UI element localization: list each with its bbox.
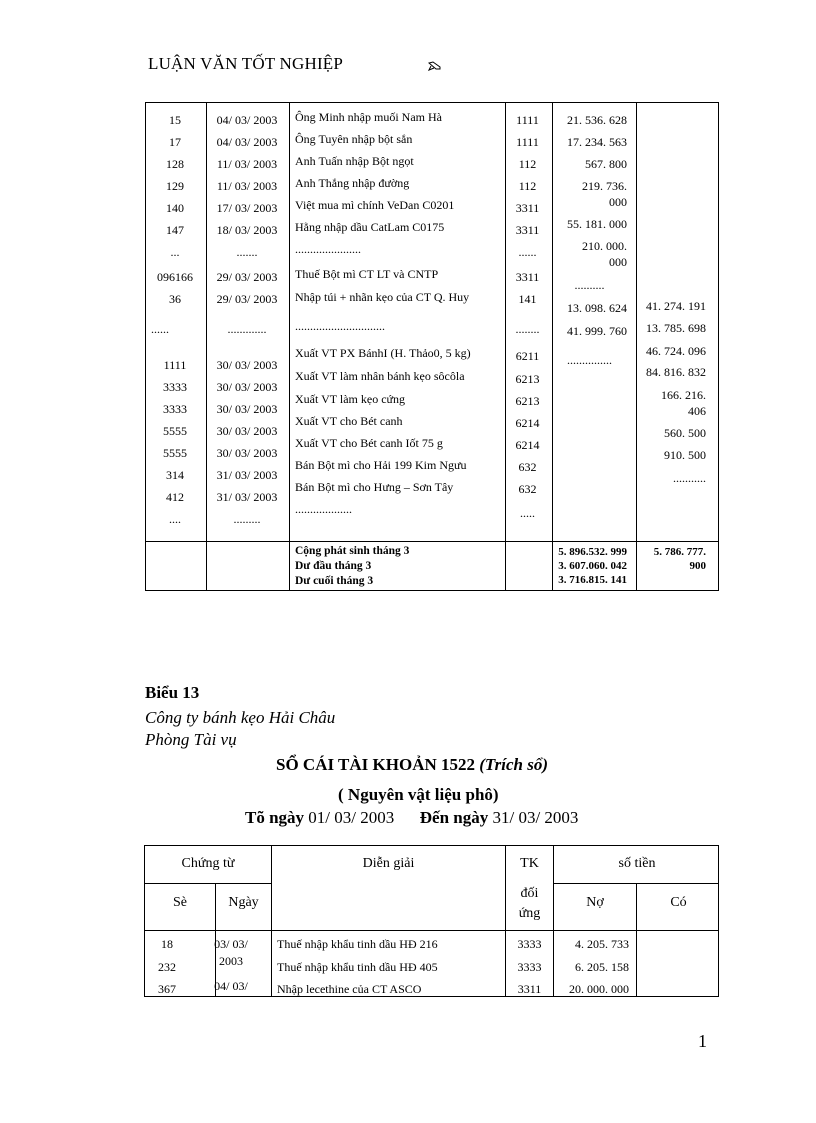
row-description: ...................... xyxy=(295,242,361,256)
row-description: .............................. xyxy=(295,319,385,333)
row-credit: 41. 274. 191 xyxy=(646,299,706,313)
row-debit: .......... xyxy=(574,278,605,292)
row-account: 141 xyxy=(518,292,537,306)
row-debit: 6. 205. 158 xyxy=(575,960,629,974)
header-number: Sè xyxy=(173,895,187,910)
row-date: 29/ 03/ 2003 xyxy=(216,292,278,306)
row-num: 367 xyxy=(158,982,176,996)
row-description: ................... xyxy=(295,502,352,516)
row-date: 04/ 03/ 2003 xyxy=(216,135,278,149)
summary-debit: 5. 896.532. 999 xyxy=(558,546,627,558)
row-credit: 406 xyxy=(688,404,706,418)
row-account: ........ xyxy=(515,322,540,336)
row-date: 11/ 03/ 2003 xyxy=(216,179,278,193)
row-num: 18 xyxy=(161,937,173,951)
to-label: Đến ngày xyxy=(419,808,489,827)
summary-credit: 5. 786. 777. xyxy=(653,546,706,558)
header-date: Ngày xyxy=(228,895,259,910)
summary-label: Dư đầu tháng 3 xyxy=(295,560,372,572)
row-description: Bán Bột mì cho Hưng – Sơn Tây xyxy=(295,480,454,494)
summary-debit: 3. 607.060. 042 xyxy=(558,560,627,572)
row-credit: 13. 785. 698 xyxy=(646,321,706,335)
row-credit: 166. 216. xyxy=(661,388,706,402)
row-account: ..... xyxy=(520,506,535,520)
row-date: 04/ 03/ 2003 xyxy=(216,113,278,127)
row-num: 36 xyxy=(169,292,181,306)
row-account: 3333 xyxy=(517,960,542,974)
row-num: 128 xyxy=(166,157,184,171)
row-num: 5555 xyxy=(163,424,187,438)
row-num: 129 xyxy=(166,179,184,193)
row-date: 04/ 03/ xyxy=(214,979,248,993)
row-debit: 13. 098. 624 xyxy=(567,301,627,315)
row-date: 17/ 03/ 2003 xyxy=(216,201,278,215)
row-date: 29/ 03/ 2003 xyxy=(216,270,278,284)
row-num: 1111 xyxy=(163,358,187,372)
header-account: TK xyxy=(520,856,539,871)
summary-label: Cộng phát sinh tháng 3 xyxy=(295,545,410,557)
row-account: 632 xyxy=(518,482,537,496)
row-account: 6214 xyxy=(515,438,540,452)
row-date: 31/ 03/ 2003 xyxy=(216,490,278,504)
row-account: 3333 xyxy=(517,937,542,951)
row-debit: 20. 000. 000 xyxy=(569,982,629,996)
summary-credit: 900 xyxy=(689,560,706,572)
row-date: 30/ 03/ 2003 xyxy=(216,380,278,394)
row-account: 3311 xyxy=(515,201,540,215)
row-description: Hằng nhập dầu CatLam C0175 xyxy=(295,220,445,234)
row-date: ......... xyxy=(233,512,261,526)
header-voucher: Chứng từ xyxy=(181,856,235,871)
row-debit: 21. 536. 628 xyxy=(567,113,627,127)
row-credit: ........... xyxy=(673,471,706,485)
row-num: 232 xyxy=(158,960,176,974)
row-account: 6214 xyxy=(515,416,540,430)
ledger-bottom-table xyxy=(144,845,719,997)
header-account-3: ứng xyxy=(518,906,541,921)
header-description: Diễn giải xyxy=(362,856,415,871)
row-debit: 210. 000. xyxy=(582,239,627,253)
page-number: 1 xyxy=(698,1031,707,1051)
header-account-2: đối xyxy=(520,886,539,901)
row-account: 3311 xyxy=(517,982,542,996)
row-num: 17 xyxy=(169,135,181,149)
row-date: 31/ 03/ 2003 xyxy=(216,468,278,482)
summary-debit: 3. 716.815. 141 xyxy=(558,574,627,586)
row-description: Xuất VT làm nhân bánh kẹo sôcôla xyxy=(295,369,465,383)
row-description: Xuất VT cho Bét canh xyxy=(295,414,403,428)
row-num: 5555 xyxy=(163,446,187,460)
row-date: 30/ 03/ 2003 xyxy=(216,402,278,416)
row-num: 3333 xyxy=(163,402,187,416)
row-date: 30/ 03/ 2003 xyxy=(216,424,278,438)
summary-label: Dư cuối tháng 3 xyxy=(295,575,374,587)
row-credit: 84. 816. 832 xyxy=(646,365,706,379)
row-account: 112 xyxy=(518,157,537,171)
row-description: Việt mua mì chính VeDan C0201 xyxy=(295,198,455,212)
row-num: 096166 xyxy=(157,270,193,284)
row-account: 112 xyxy=(518,179,537,193)
row-account: 1111 xyxy=(516,113,539,127)
row-num: ...... xyxy=(151,322,169,336)
row-account: 6213 xyxy=(515,372,540,386)
from-label: Tõ ngày xyxy=(245,808,305,827)
row-date: 2003 xyxy=(219,954,243,968)
ledger-title xyxy=(276,755,548,775)
row-description: Nhập lecethine của CT ASCO xyxy=(277,982,422,996)
row-description: Thuế Bột mì CT LT và CNTP xyxy=(295,267,439,281)
row-date: 30/ 03/ 2003 xyxy=(216,358,278,372)
row-description: Anh Tuấn nhập Bột ngọt xyxy=(295,154,414,168)
ledger-top-cells xyxy=(145,102,719,591)
row-description: Thuế nhập khẩu tinh dầu HĐ 405 xyxy=(277,960,438,974)
row-num: 15 xyxy=(169,113,181,127)
row-date: 03/ 03/ xyxy=(214,937,248,951)
row-debit: ............... xyxy=(567,353,612,367)
row-debit: 219. 736. xyxy=(582,179,627,193)
row-account: 6211 xyxy=(515,349,540,363)
row-date: 11/ 03/ 2003 xyxy=(216,157,278,171)
row-description: Xuất VT cho Bét canh Iốt 75 g xyxy=(295,436,443,450)
header-debit: Nợ xyxy=(586,895,604,910)
row-description: Bán Bột mì cho Hải 199 Kim Ngưu xyxy=(295,458,467,472)
row-num: ... xyxy=(170,245,180,259)
department-name: Phòng Tài vụ xyxy=(145,730,237,749)
date-range xyxy=(245,808,578,828)
row-debit: 000 xyxy=(609,255,627,269)
row-date: 18/ 03/ 2003 xyxy=(216,223,278,237)
row-num: 140 xyxy=(166,201,184,215)
row-account: 1111 xyxy=(516,135,539,149)
figure-label: Biểu 13 xyxy=(145,683,200,702)
row-description: Xuất VT PX BánhI (H. Thảo0, 5 kg) xyxy=(295,346,471,360)
row-num: 412 xyxy=(166,490,184,504)
row-description: Nhập túi + nhãn kẹo của CT Q. Huy xyxy=(295,290,470,304)
row-num: 147 xyxy=(166,223,184,237)
row-debit: 567. 800 xyxy=(585,157,627,171)
header-amount: số tiền xyxy=(618,856,656,871)
row-description: Xuất VT làm kẹo cứng xyxy=(295,392,406,406)
row-account: 632 xyxy=(518,460,537,474)
row-credit: 910. 500 xyxy=(664,448,706,462)
row-description: Anh Thắng nhập đường xyxy=(295,176,410,190)
row-debit: 55. 181. 000 xyxy=(567,217,627,231)
from-date: 01/ 03/ 2003 xyxy=(308,808,395,827)
row-num: 3333 xyxy=(163,380,187,394)
ledger-title-note: (Trích sổ) xyxy=(479,755,549,774)
row-account: ...... xyxy=(518,245,537,259)
row-date: 30/ 03/ 2003 xyxy=(216,446,278,460)
document-header-title: LUẬN VĂN TỐT NGHIỆP xyxy=(148,54,344,73)
to-date: 31/ 03/ 2003 xyxy=(492,808,579,827)
row-date: ....... xyxy=(236,245,258,259)
pen-icon xyxy=(428,60,442,72)
row-description: Thuế nhập khẩu tinh dầu HĐ 216 xyxy=(277,937,438,951)
header-credit: Có xyxy=(670,895,687,910)
company-name: Công ty bánh kẹo Hải Châu xyxy=(145,708,336,727)
row-account: 6213 xyxy=(515,394,540,408)
row-credit: 46. 724. 096 xyxy=(646,344,706,358)
row-debit: 4. 205. 733 xyxy=(575,937,629,951)
ledger-title-main: SỔ CÁI TÀI KHOẢN 1522 xyxy=(276,755,475,774)
row-num: 314 xyxy=(166,468,184,482)
row-debit: 000 xyxy=(609,195,627,209)
row-debit: 17. 234. 563 xyxy=(567,135,627,149)
row-num: .... xyxy=(169,512,181,526)
row-account: 3311 xyxy=(515,270,540,284)
row-description: Ông Minh nhập muối Nam Hà xyxy=(295,110,442,124)
row-date: ............. xyxy=(227,322,267,336)
row-credit: 560. 500 xyxy=(664,426,706,440)
row-debit: 41. 999. 760 xyxy=(567,324,627,338)
row-description: Ông Tuyên nhập bột sắn xyxy=(295,132,413,146)
row-account: 3311 xyxy=(515,223,540,237)
ledger-subtitle: ( Nguyên vật liệu phô) xyxy=(338,785,499,804)
